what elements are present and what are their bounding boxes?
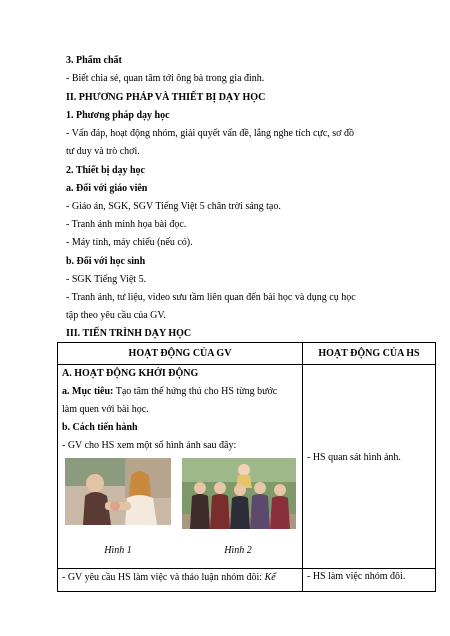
student-activity-cell-2 [303, 569, 436, 592]
goal-line-1 [62, 386, 277, 398]
goal-text: Tạo tâm thế hứng thú cho HS từng bước [113, 386, 278, 397]
photo-2-image [182, 458, 296, 529]
photo-grandmother-children [65, 458, 171, 525]
header-student-activity: HOẠT ĐỘNG CỦA HS [303, 343, 436, 365]
goal-line-2: làm quen với bài học. [62, 404, 149, 415]
methods-line-1: - Vấn đáp, hoạt động nhóm, giải quyết vấn đề, lắng nghe tích cực, sơ đồ [66, 128, 354, 139]
methods-line-2: tư duy và trò chơi. [66, 146, 140, 157]
goal-label: a. Mục tiêu: [62, 386, 114, 397]
step-1: - GV cho HS xem một số hình ảnh sau đây: [62, 440, 237, 451]
table-row [58, 569, 436, 592]
teacher-equipment-2: - Tranh ảnh minh họa bài đọc. [66, 219, 187, 230]
activity-a-title: A. HOẠT ĐỘNG KHỞI ĐỘNG [62, 368, 199, 379]
teacher-equipment-1: - Giáo án, SGK, SGV Tiếng Việt 5 chân trời sáng tạo. [66, 201, 281, 212]
heading-teaching-process: III. TIẾN TRÌNH DẠY HỌC [66, 328, 192, 339]
quality-line-1: - Biết chia sẻ, quan tâm tới ông bà trong gia đình. [66, 73, 265, 84]
heading-teaching-methods: 1. Phương pháp dạy học [66, 110, 170, 121]
step-2-text: - GV yêu cầu HS làm việc và thảo luận nhóm đôi: [62, 572, 265, 583]
student-activity-2: - HS làm việc nhóm đôi. [307, 571, 406, 582]
heading-equipment: 2. Thiết bị dạy học [66, 165, 145, 176]
photo-1-image [65, 458, 171, 525]
student-activity-1: - HS quan sát hình ảnh. [307, 452, 401, 463]
step-2 [62, 572, 276, 584]
teacher-equipment-3: - Máy tính, máy chiếu (nếu có). [66, 237, 193, 248]
heading-for-student: b. Đối với học sinh [66, 256, 146, 267]
photo-group-grandmothers [182, 458, 296, 529]
heading-for-teacher: a. Đối với giáo viên [66, 183, 148, 194]
caption-figure-1: Hình 1 [104, 545, 132, 556]
student-equipment-2: - Tranh ảnh, tư liệu, video sưu tầm liên quan đến bài học và dụng cụ học [66, 292, 356, 303]
caption-figure-2: Hình 2 [224, 545, 252, 556]
lesson-activity-table [57, 342, 436, 592]
student-equipment-1: - SGK Tiếng Việt 5. [66, 274, 147, 285]
header-teacher-activity: HOẠT ĐỘNG CỦA GV [58, 343, 303, 365]
heading-methods-equipment: II. PHƯƠNG PHÁP VÀ THIẾT BỊ DẠY HỌC [66, 92, 266, 103]
teacher-activity-cell-2 [58, 569, 303, 592]
student-equipment-3: tập theo yêu cầu của GV. [66, 310, 166, 321]
table-header-row [58, 343, 436, 365]
table-row [58, 365, 436, 569]
student-activity-cell [303, 365, 436, 569]
steps-label: b. Cách tiến hành [62, 422, 138, 433]
teacher-activity-cell [58, 365, 303, 569]
heading-quality: 3. Phẩm chất [66, 55, 122, 66]
step-2-italic: Kể [264, 572, 276, 583]
